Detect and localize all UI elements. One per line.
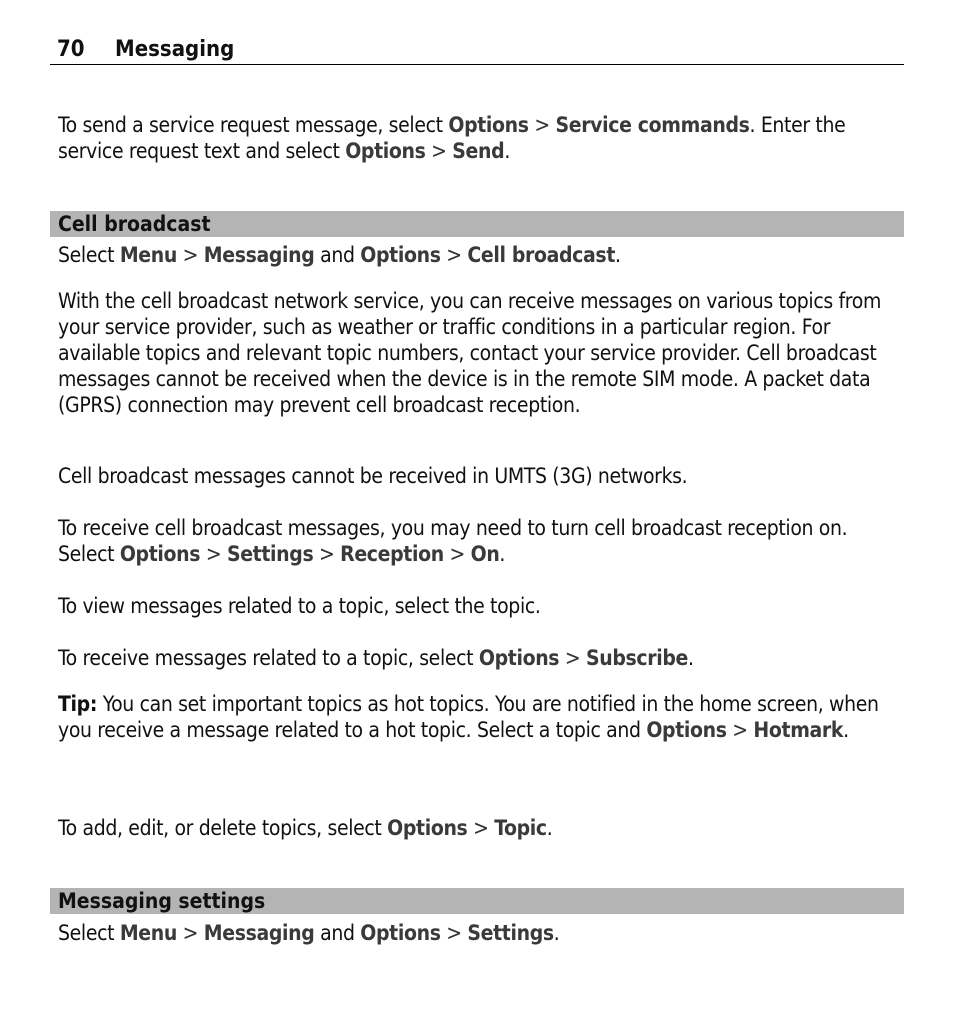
cell-broadcast-select-paragraph — [58, 242, 900, 268]
text: To receive cell broadcast messages, you may need to turn cell broadcast reception on. Select — [58, 516, 848, 566]
menu-path-menu: Menu — [119, 921, 177, 945]
subscribe-paragraph — [58, 645, 900, 671]
path-separator: > — [443, 542, 471, 566]
section-heading-messaging-settings: Messaging settings — [50, 888, 904, 914]
text: . — [615, 243, 621, 267]
text: . Enter the service request text and select — [58, 113, 846, 163]
path-separator: > — [313, 542, 341, 566]
text: . — [546, 816, 553, 840]
text: . — [504, 139, 510, 163]
menu-path-options: Options — [360, 243, 441, 267]
path-separator: > — [440, 243, 468, 267]
text: . — [688, 646, 694, 670]
menu-path-settings: Settings — [226, 542, 314, 566]
menu-path-options: Options — [448, 113, 529, 137]
text: Select — [58, 921, 120, 945]
messaging-settings-select-paragraph — [58, 920, 900, 946]
text: You can set important topics as hot topics. You are notified in the home screen, when you receive a message related to a hot topic. Select a topic and — [58, 692, 879, 742]
service-request-paragraph — [58, 112, 900, 164]
text: and — [314, 921, 361, 945]
menu-path-service-commands: Service commands — [555, 113, 750, 137]
text: and — [314, 243, 361, 267]
view-topic-paragraph: To view messages related to a topic, select the topic. — [58, 594, 541, 618]
menu-path-messaging: Messaging — [203, 921, 315, 945]
cell-broadcast-description: With the cell broadcast network service, you can receive messages on various topics from your service provider, such as weather or traffic conditions in a particular region. For available topics and relevant topic numbers, contact your service provider. Cell broadcast messages cannot be received when the device is in the remote SIM mode. A packet data (GPRS) connection may prevent cell broadcast reception. — [58, 289, 882, 417]
menu-path-menu: Menu — [119, 243, 177, 267]
receive-reception-paragraph — [58, 515, 900, 567]
text: . — [843, 718, 849, 742]
page-number: 70 — [57, 37, 85, 62]
menu-path-messaging: Messaging — [203, 243, 315, 267]
path-separator: > — [176, 243, 204, 267]
text: To send a service request message, select — [58, 113, 449, 137]
tip-paragraph — [58, 691, 900, 743]
menu-path-cell-broadcast: Cell broadcast — [467, 243, 616, 267]
menu-path-options: Options — [478, 646, 560, 670]
menu-path-subscribe: Subscribe — [586, 646, 689, 670]
chapter-title: Messaging — [115, 37, 235, 62]
menu-path-options: Options — [387, 816, 468, 840]
path-separator: > — [467, 816, 495, 840]
text: . — [499, 542, 506, 566]
menu-path-reception: Reception — [340, 542, 444, 566]
menu-path-topic: Topic — [494, 816, 547, 840]
text: Select — [58, 243, 120, 267]
menu-path-hotmark: Hotmark — [753, 718, 844, 742]
path-separator: > — [559, 646, 586, 670]
menu-path-on: On — [470, 542, 500, 566]
path-separator: > — [200, 542, 227, 566]
page-header — [50, 36, 904, 65]
text: To receive messages related to a topic, select — [58, 646, 479, 670]
path-separator: > — [726, 718, 754, 742]
path-separator: > — [425, 139, 453, 163]
text: To add, edit, or delete topics, select — [58, 816, 388, 840]
umts-note: Cell broadcast messages cannot be received in UMTS (3G) networks. — [58, 464, 688, 488]
menu-path-options: Options — [360, 921, 441, 945]
section-heading-cell-broadcast: Cell broadcast — [50, 211, 904, 237]
text: . — [553, 921, 560, 945]
topics-paragraph — [58, 815, 900, 841]
path-separator: > — [440, 921, 468, 945]
path-separator: > — [528, 113, 556, 137]
menu-path-options: Options — [119, 542, 201, 566]
menu-path-options: Options — [646, 718, 727, 742]
menu-path-options: Options — [345, 139, 426, 163]
menu-path-send: Send — [452, 139, 505, 163]
menu-path-settings: Settings — [467, 921, 554, 945]
path-separator: > — [176, 921, 204, 945]
tip-label: Tip: — [58, 692, 98, 716]
